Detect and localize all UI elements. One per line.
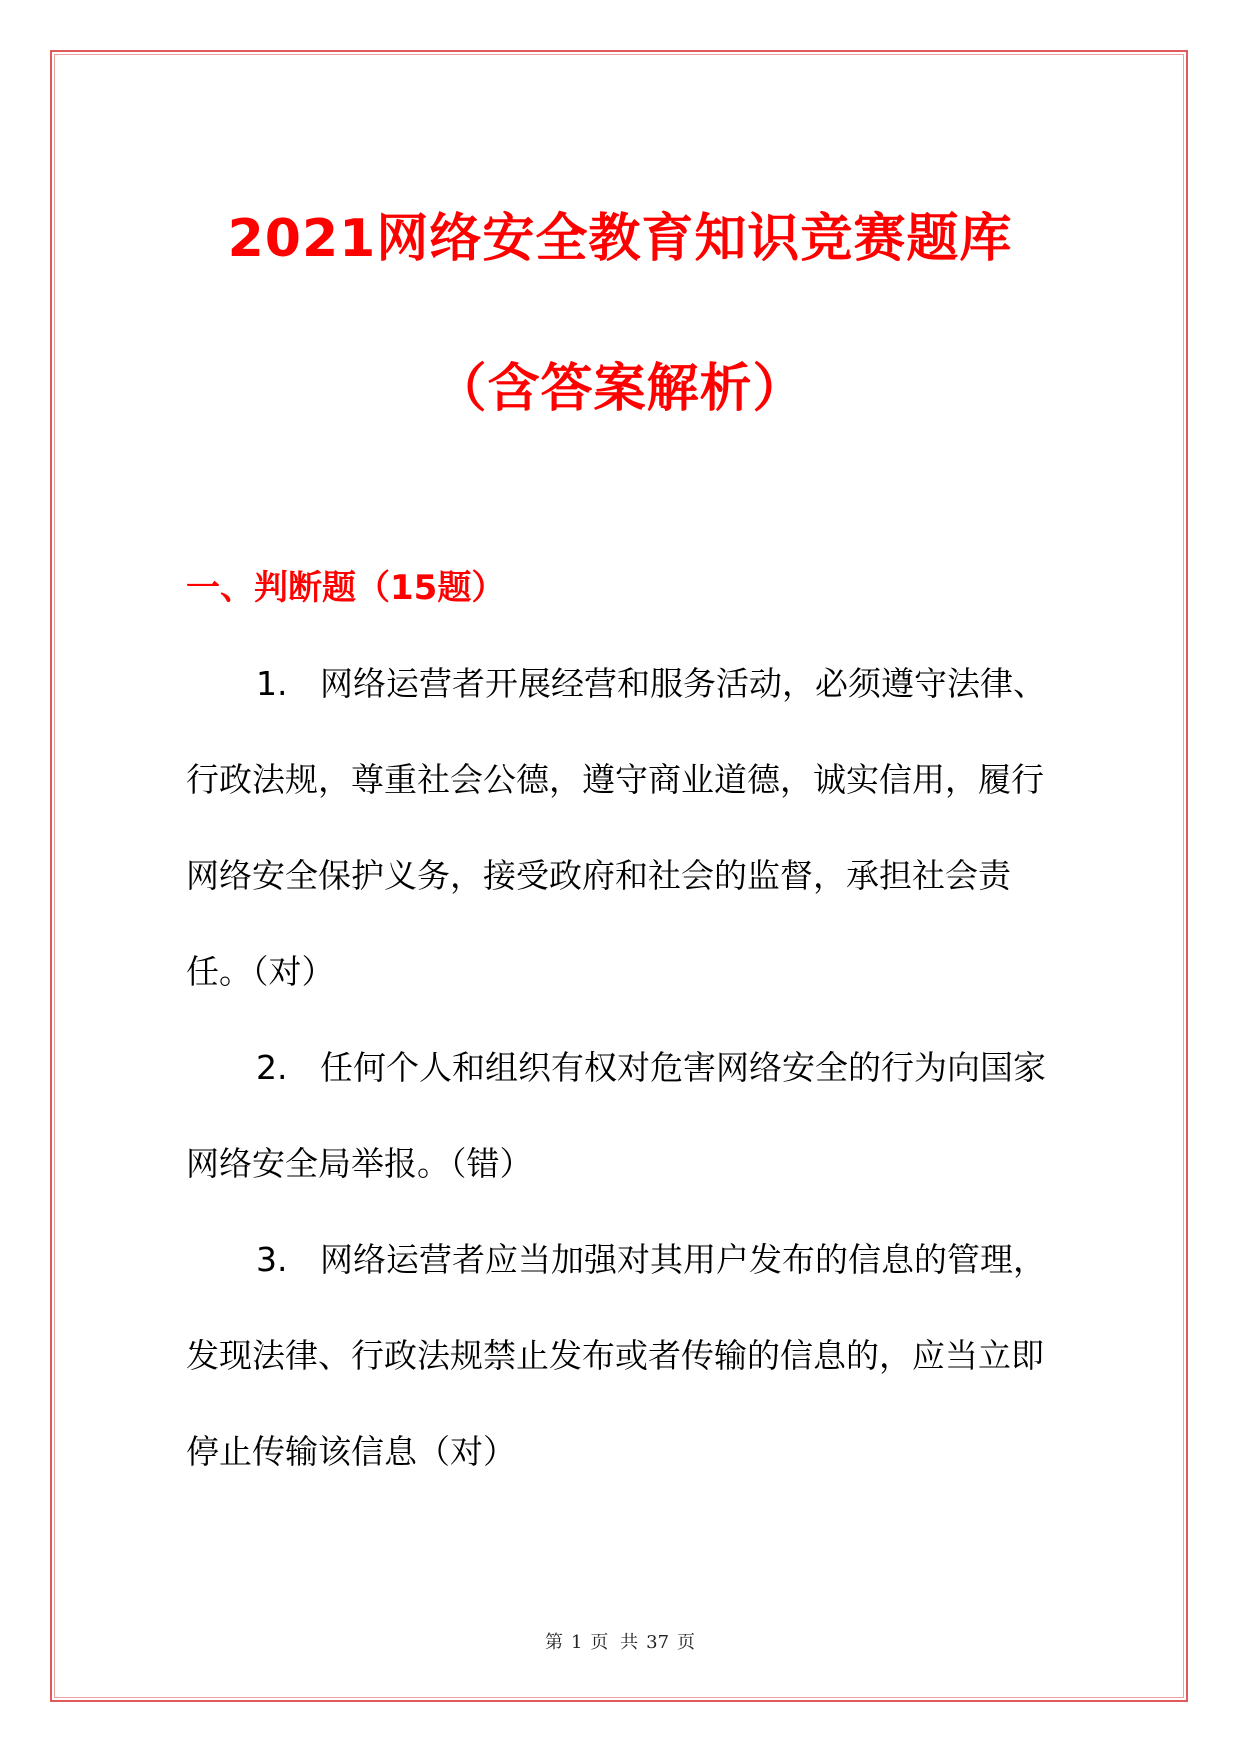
page-footer	[0, 1628, 1240, 1654]
document-title: 2021网络安全教育知识竞赛题库	[227, 209, 1013, 269]
question-number: 2.	[256, 1048, 288, 1087]
document-subtitle: （含答案解析）	[434, 359, 806, 419]
question-item	[186, 1212, 1066, 1500]
question-item	[186, 1020, 1066, 1212]
question-text: 网络运营者开展经营和服务活动，必须遵守法律、行政法规，尊重社会公德，遵守商业道德，诚实信用，履行网络安全保护义务，接受政府和社会的监督，承担社会责任。（对）	[186, 664, 1046, 991]
current-page-number: 1	[570, 1632, 583, 1653]
question-text: 网络运营者应当加强对其用户发布的信息的管理，发现法律、行政法规禁止发布或者传输的信息的，应当立即停止传输该信息（对）	[186, 1240, 1046, 1471]
total-pages-number: 37	[646, 1632, 670, 1653]
question-number: 1.	[256, 664, 288, 703]
question-number: 3.	[256, 1240, 288, 1279]
section-heading: 一、判断题（15题）	[186, 568, 506, 608]
footer-prefix: 第	[544, 1632, 563, 1653]
question-item	[186, 636, 1066, 1020]
footer-suffix: 页	[677, 1632, 696, 1653]
footer-mid: 页 共	[590, 1632, 639, 1653]
question-text: 任何个人和组织有权对危害网络安全的行为向国家网络安全局举报。（错）	[186, 1048, 1046, 1183]
